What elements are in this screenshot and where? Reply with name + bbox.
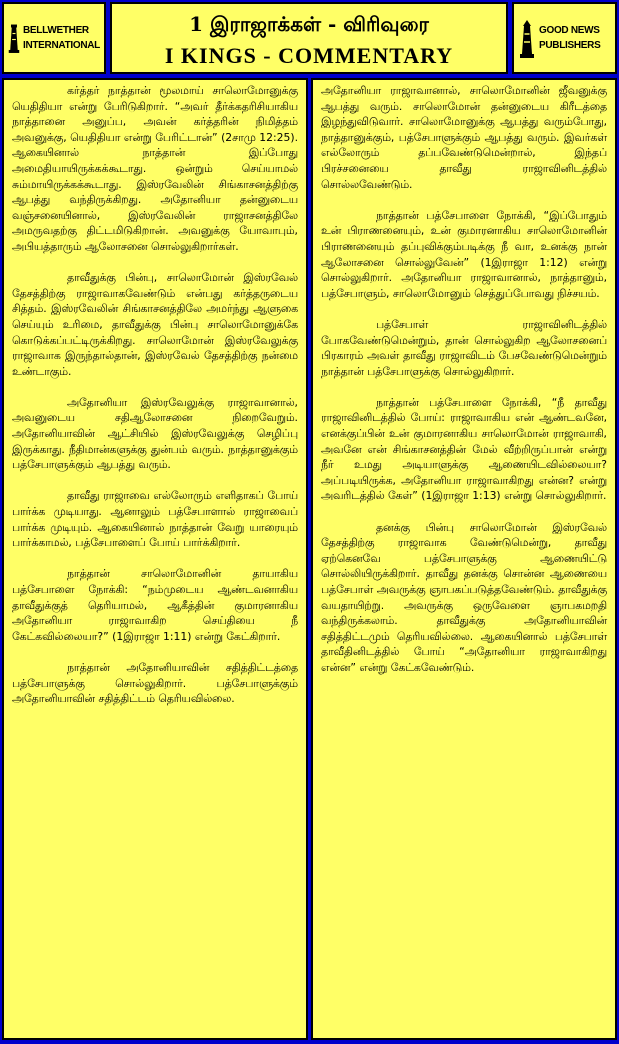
left-logo-line1: BELLWETHER <box>22 25 89 36</box>
paragraph: நாத்தான் பத்சேபாளை நோக்கி, “இப்போதும் உன் பிராணனையும், உன் குமாரனாகிய சாலொமோனின் பிராணனையும் தப்புவிக்கும்படிக்கு நீ வா, உனக்கு நான் ஆலோசனை சொல்லுவேன்” (1இராஜா 1:12) என்று சொல்லுகிறார். அதோனியா ராஜாவானால், நாத்தானும், பத்சேபாளும், சாலொமோனும் செத்துப்போவது நிச்சயம். <box>321 208 607 300</box>
left-logo-line2: INTERNATIONAL <box>22 40 100 51</box>
paragraph: நாத்தான் பத்சேபாளை நோக்கி, “நீ தாவீது ராஜாவினிடத்தில் போய்: ராஜாவாகிய என் ஆண்டவனே, எனக்குப்பின் உன் குமாரனாகிய சாலொமோன் ராஜாவாகி, அவனே என் சிங்காசனத்தின் மேல் வீற்றிருப்பான் என்று நீர் உமது அடியாளுக்கு ஆணையிடவில்லையா? அப்படியிருக்க, அதோனியா ராஜாவாகிறது என்ன? என்று அவரிடத்தில் கேள்” (1இராஜா 1:13) என்று சொல்லுகிறார். <box>321 395 607 503</box>
good-news-logo <box>512 2 617 74</box>
paragraph: தாவீதுக்கு பின்பு, சாலொமோன் இஸ்ரவேல் தேசத்திற்கு ராஜாவாகவேண்டும் என்பது கர்த்தருடைய சித்தம். இஸ்ரவேலின் சிங்காசனத்திலே அமர்ந்து ஆளுகை செய்யும் உரிமை, தாவீதுக்கு பின்பு சாலொமோனுக்கே கொடுக்கப்பட்டிருக்கிறது. சாலொமோன் இஸ்ரவேலுக்கு ராஜாவாக இருந்தால்தான், இஸ்ரவேல் தேசத்திற்கு நன்மை உண்டாகும். <box>12 271 298 378</box>
title-tamil: 1 இராஜாக்கள் - விரிவுரை <box>189 12 429 36</box>
paragraph: நாத்தான் அதோனியாவின் சதித்திட்டத்தை பத்சேபாளுக்கு சொல்லுகிறார். பத்சேபாளுக்கும் அதோனியாவின் சதித்திட்டம் தெரியவில்லை. <box>12 660 298 706</box>
title-english: I KINGS - COMMENTARY <box>164 43 454 68</box>
bellwether-logo <box>2 2 106 74</box>
right-logo-line1: GOOD NEWS <box>539 25 600 36</box>
paragraph: தாவீது ராஜாவை எல்லோரும் எளிதாகப் போய் பார்க்க முடியாது. ஆனாலும் பத்சேபாளால் ராஜாவைப் பார்க்க முடியும். ஆகையினால் நாத்தான் வேறு யாரையும் பார்க்காமல், பத்சேபாளைப் போய் பார்க்கிறார். <box>12 489 298 550</box>
lighthouse-icon <box>8 18 20 58</box>
title-header <box>110 2 508 74</box>
right-logo-line2: PUBLISHERS <box>539 40 601 51</box>
lighthouse-icon <box>518 18 536 58</box>
paragraph: அதோனியா ராஜாவானால், சாலொமோனின் ஜீவனுக்கு ஆபத்து வரும். சாலொமோன் தன்னுடைய கிரீடத்தை இழந்துவிடுவார். சாலொமோனுக்கு ஆபத்து வரும்போது, நாத்தானுக்கும், பத்சேபாளுக்கும் ஆபத்து வரும். இவர்கள் எல்லோரும் தப்பவேண்டுமென்றால், இந்தப் பிரச்சனையை தாவீது ராஜாவினிடத்தில் சொல்லவேண்டும். <box>321 84 607 191</box>
paragraph: பத்சேபாள் ராஜாவினிடத்தில் போகவேண்டுமென்றும், தான் சொல்லுகிற ஆலோசனைப் பிரகாரம் அவள் தாவீது ராஜாவிடம் பேசவேண்டுமென்றும் நாத்தான் பத்சேபாளுக்கு சொல்லுகிறார். <box>321 317 607 378</box>
paragraph: தனக்கு பின்பு சாலொமோன் இஸ்ரவேல் தேசத்திற்கு ராஜாவாக வேண்டுமென்று, தாவீது ஏற்கெனவே பத்சேபாளுக்கு ஆணையிட்டு சொல்லியிருக்கிறார். தாவீது தனக்கு சொன்ன ஆணையை பத்சேபாள் அவருக்கு ஞாபகப்படுத்தவேண்டும். தாவீதுக்கு வயதாயிற்று. அவருக்கு ஒருவேளை ஞாபகமறதி வந்திருக்கலாம். தாவீதுக்கு அதோனியாவின் சதித்திட்டமும் தெரியவில்லை. ஆகையினால் பத்சேபாள் தாவீதினிடத்தில் போய் “அதோனியா ராஜாவாகிறது என்ன” என்று கேட்கவேண்டும். <box>321 520 607 674</box>
paragraph: அதோனியா இஸ்ரவேலுக்கு ராஜாவானால், அவனுடைய சதிஆலோசனை நிறைவேறும். அதோனியாவின் ஆட்சியில் இஸ்ரவேலுக்கு செழிப்பு இருக்காது. நீதிமான்களுக்கு துன்பம் வரும். நாத்தானுக்கும் பத்சேபாளுக்கும் ஆபத்து வரும். <box>12 395 298 472</box>
right-column <box>311 78 617 1040</box>
paragraph: கர்த்தர் நாத்தான் மூலமாய் சாலொமோனுக்கு யெதிதியா என்று பேரிடுகிறார். “அவர் தீர்க்கதரிசியாகிய நாத்தானை அனுப்ப, அவன் கர்த்தரின் நிமித்தம் அவனுக்கு, யெதிதியா என்று பேரிட்டான்” (2சாமு 12:25). ஆகையினால் நாத்தான் இப்போது அமைதியாயிருக்கக்கூடாது. ஒன்றும் செய்யாமல் சும்மாயிருக்கக்கூடாது. இஸ்ரவேலின் சிங்காசனத்திற்கு ஆபத்து வந்திருக்கிறது. அதோனியா தன்னுடைய வஞ்சனையினால், இஸ்ரவேலின் ராஜாசனத்திலே அமருவதற்கு திட்டமிடுகிறான். அவனுக்கு யோவாபும், அபியத்தாரும் ஆலோசனை சொல்லுகிறார்கள். <box>12 84 298 253</box>
left-column <box>2 78 308 1040</box>
paragraph: நாத்தான் சாலொமோனின் தாயாகிய பத்சேபாளை நோக்கி: “நம்முடைய ஆண்டவனாகிய தாவீதுக்குத் தெரியாமல், ஆகீத்தின் குமாரனாகிய அதோனியா ராஜாவாகிற செய்தியை நீ கேட்கவில்லையா?” (1இராஜா 1:11) என்று கேட்கிறார். <box>12 567 298 643</box>
